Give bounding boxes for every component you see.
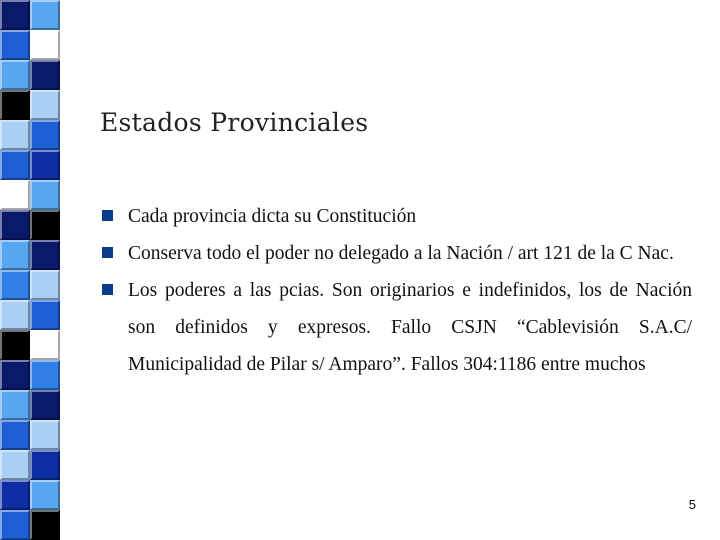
mosaic-tile	[0, 480, 30, 510]
bullet-text: Cada provincia dicta su Constitución	[128, 206, 417, 227]
mosaic-tile	[30, 210, 60, 240]
mosaic-tile	[0, 240, 30, 270]
bullet-item	[100, 272, 692, 383]
mosaic-tile	[0, 120, 30, 150]
mosaic-tile	[0, 60, 30, 90]
mosaic-tile	[30, 510, 60, 540]
mosaic-tile	[0, 330, 30, 360]
mosaic-tile	[0, 360, 30, 390]
mosaic-tile	[0, 210, 30, 240]
decorative-mosaic-strip	[0, 0, 60, 540]
mosaic-tile	[0, 420, 30, 450]
mosaic-tile	[0, 150, 30, 180]
mosaic-tile	[30, 360, 60, 390]
bullet-item	[100, 235, 692, 272]
mosaic-tile	[30, 450, 60, 480]
mosaic-tile	[30, 240, 60, 270]
mosaic-tile	[0, 510, 30, 540]
slide-body	[100, 198, 692, 383]
mosaic-tile	[0, 300, 30, 330]
mosaic-tile	[30, 300, 60, 330]
bullet-text: Conserva todo el poder no delegado a la Nación / art 121 de la C Nac.	[128, 243, 674, 264]
mosaic-tile	[30, 330, 60, 360]
bullet-text: Los poderes a las pcias. Son originarios e indefinidos, los de Nación son definidos y expresos. Fallo CSJN “Cablevisión S.A.C/ Municipalidad de Pilar s/ Amparo”. Fallos 304:1186 entre muchos	[128, 280, 692, 375]
mosaic-tile	[0, 0, 30, 30]
mosaic-tile	[30, 270, 60, 300]
mosaic-tile	[0, 90, 30, 120]
square-bullet-icon	[102, 247, 113, 258]
mosaic-tile	[0, 450, 30, 480]
square-bullet-icon	[102, 210, 113, 221]
mosaic-tile	[30, 30, 60, 60]
mosaic-tile	[30, 150, 60, 180]
page-number: 5	[688, 497, 696, 512]
square-bullet-icon	[102, 284, 113, 295]
mosaic-tile	[0, 180, 30, 210]
bullet-item	[100, 198, 692, 235]
mosaic-tile	[30, 120, 60, 150]
mosaic-tile	[0, 30, 30, 60]
mosaic-tile	[30, 480, 60, 510]
mosaic-tile	[30, 90, 60, 120]
slide-title: Estados Provinciales	[100, 108, 369, 137]
mosaic-tile	[30, 390, 60, 420]
mosaic-tile	[0, 390, 30, 420]
mosaic-tile	[30, 60, 60, 90]
mosaic-tile	[30, 0, 60, 30]
mosaic-tile	[0, 270, 30, 300]
mosaic-tile	[30, 420, 60, 450]
mosaic-tile	[30, 180, 60, 210]
